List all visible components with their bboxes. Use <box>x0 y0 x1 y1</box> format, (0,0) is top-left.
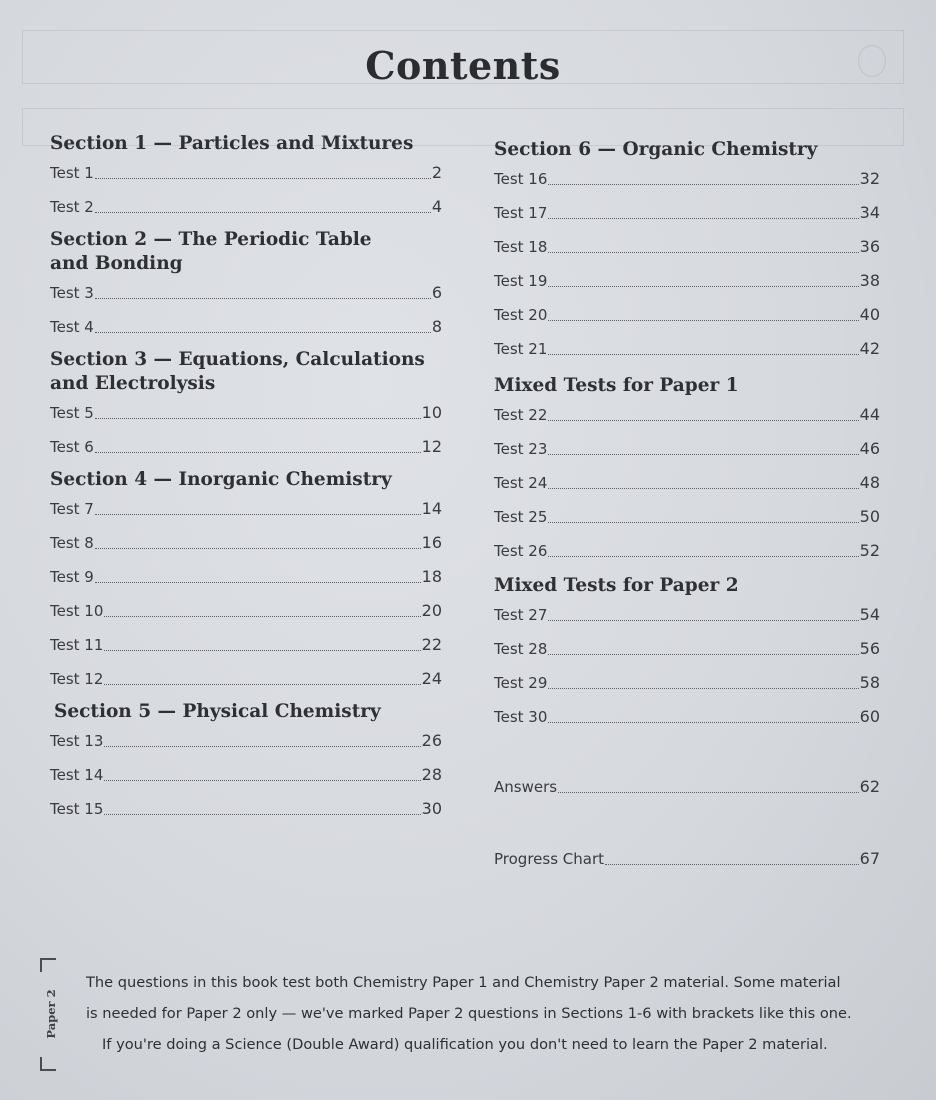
entry-page: 8 <box>431 317 442 336</box>
dot-leader <box>95 297 431 299</box>
entry-label: Test 5 <box>50 404 94 422</box>
toc-entry[interactable] <box>50 310 442 344</box>
toc-entry-progress-chart[interactable] <box>494 842 880 876</box>
section-heading: Section 4 — Inorganic Chemistry <box>50 469 392 490</box>
dot-leader <box>548 487 858 489</box>
paper-2-note <box>38 955 898 1070</box>
dot-leader <box>104 745 420 747</box>
toc-entry[interactable] <box>50 396 442 430</box>
dot-leader <box>558 791 859 793</box>
dot-leader <box>104 813 420 815</box>
entry-page: 36 <box>859 237 880 256</box>
entry-label: Test 18 <box>494 238 548 256</box>
entry-page: 67 <box>859 849 880 868</box>
entry-list <box>50 492 442 696</box>
toc-entry[interactable] <box>50 276 442 310</box>
entry-list <box>494 162 880 366</box>
toc-entry[interactable] <box>494 264 880 298</box>
entry-label: Test 19 <box>494 272 548 290</box>
entry-page: 52 <box>859 541 880 560</box>
entry-label: Test 16 <box>494 170 548 188</box>
entry-label: Test 30 <box>494 708 548 726</box>
dot-leader <box>95 417 421 419</box>
entry-list <box>50 396 442 464</box>
toc-entry[interactable] <box>494 500 880 534</box>
entry-label: Test 26 <box>494 542 548 560</box>
toc-entry[interactable] <box>494 666 880 700</box>
entry-label: Test 9 <box>50 568 94 586</box>
dot-leader <box>548 319 858 321</box>
contents-right-column <box>494 138 880 876</box>
dot-leader <box>95 451 421 453</box>
dot-leader <box>548 217 858 219</box>
entry-label: Test 13 <box>50 732 104 750</box>
entry-page: 2 <box>431 163 442 182</box>
dot-leader <box>104 683 420 685</box>
section-heading: Section 6 — Organic Chemistry <box>494 139 818 160</box>
entry-label: Test 7 <box>50 500 94 518</box>
toc-entry[interactable] <box>50 560 442 594</box>
bracket-top-icon <box>40 958 56 972</box>
entry-label: Test 1 <box>50 164 94 182</box>
dot-leader <box>548 419 858 421</box>
toc-entry[interactable] <box>494 398 880 432</box>
entry-label: Test 12 <box>50 670 104 688</box>
dot-leader <box>104 615 420 617</box>
paper-2-tag: Paper 2 <box>44 989 58 1039</box>
section-heading: Section 3 — Equations, Calculations and Electrolysis <box>50 349 425 394</box>
entry-page: 34 <box>859 203 880 222</box>
toc-entry[interactable] <box>50 792 442 826</box>
entry-label: Test 24 <box>494 474 548 492</box>
section-heading: Mixed Tests for Paper 2 <box>494 575 739 596</box>
entry-page: 56 <box>859 639 880 658</box>
entry-page: 46 <box>859 439 880 458</box>
entry-label: Test 2 <box>50 198 94 216</box>
dot-leader <box>548 619 858 621</box>
toc-entry[interactable] <box>494 598 880 632</box>
entry-page: 10 <box>421 403 442 422</box>
section-heading: Section 2 — The Periodic Table and Bonding <box>50 229 372 274</box>
toc-entry[interactable] <box>494 332 880 366</box>
toc-entry-answers[interactable] <box>494 770 880 804</box>
toc-entry[interactable] <box>494 162 880 196</box>
entry-page: 6 <box>431 283 442 302</box>
entry-page: 54 <box>859 605 880 624</box>
entry-page: 12 <box>421 437 442 456</box>
dot-leader <box>548 653 858 655</box>
toc-entry[interactable] <box>494 230 880 264</box>
toc-entry[interactable] <box>494 466 880 500</box>
entry-page: 60 <box>859 707 880 726</box>
toc-entry[interactable] <box>50 430 442 464</box>
toc-entry[interactable] <box>494 196 880 230</box>
entry-label: Test 11 <box>50 636 104 654</box>
entry-page: 30 <box>421 799 442 818</box>
toc-entry[interactable] <box>50 758 442 792</box>
note-line: is needed for Paper 2 only — we've marked Paper 2 questions in Sections 1-6 with brackets like this one. <box>86 1005 852 1022</box>
note-line: If you're doing a Science (Double Award) qualification you don't need to learn the Paper 2 material. <box>102 1036 828 1053</box>
entry-list <box>50 724 442 826</box>
toc-entry[interactable] <box>494 632 880 666</box>
entry-page: 58 <box>859 673 880 692</box>
dot-leader <box>548 183 858 185</box>
dot-leader <box>548 555 858 557</box>
dot-leader <box>95 547 421 549</box>
entry-label: Test 10 <box>50 602 104 620</box>
entry-label: Test 14 <box>50 766 104 784</box>
section-heading: Section 5 — Physical Chemistry <box>54 701 381 722</box>
dot-leader <box>104 649 420 651</box>
entry-page: 42 <box>859 339 880 358</box>
dot-leader <box>548 521 858 523</box>
toc-entry[interactable] <box>50 526 442 560</box>
entry-label: Test 25 <box>494 508 548 526</box>
dot-leader <box>95 581 421 583</box>
dot-leader <box>548 353 858 355</box>
entry-label: Test 28 <box>494 640 548 658</box>
entry-page: 40 <box>859 305 880 324</box>
entry-page: 26 <box>421 731 442 750</box>
entry-page: 22 <box>421 635 442 654</box>
entry-label: Answers <box>494 778 558 796</box>
entry-label: Test 27 <box>494 606 548 624</box>
dot-leader <box>548 687 858 689</box>
toc-entry[interactable] <box>494 432 880 466</box>
entry-label: Test 6 <box>50 438 94 456</box>
entry-page: 48 <box>859 473 880 492</box>
entry-label: Test 20 <box>494 306 548 324</box>
entry-label: Test 21 <box>494 340 548 358</box>
entry-label: Test 17 <box>494 204 548 222</box>
entry-label: Test 23 <box>494 440 548 458</box>
toc-entry[interactable] <box>50 156 442 190</box>
section-heading: Section 1 — Particles and Mixtures <box>50 133 414 154</box>
toc-entry[interactable] <box>494 534 880 568</box>
toc-entry[interactable] <box>50 492 442 526</box>
entry-page: 14 <box>421 499 442 518</box>
entry-list <box>494 398 880 568</box>
dot-leader <box>104 779 420 781</box>
toc-entry[interactable] <box>494 298 880 332</box>
toc-entry[interactable] <box>50 190 442 224</box>
entry-page: 16 <box>421 533 442 552</box>
entry-label: Test 22 <box>494 406 548 424</box>
toc-entry[interactable] <box>50 628 442 662</box>
entry-label: Progress Chart <box>494 850 605 868</box>
entry-list <box>494 598 880 734</box>
toc-entry[interactable] <box>494 700 880 734</box>
dot-leader <box>605 863 859 865</box>
entry-page: 20 <box>421 601 442 620</box>
entry-label: Test 15 <box>50 800 104 818</box>
toc-entry[interactable] <box>50 594 442 628</box>
entry-page: 38 <box>859 271 880 290</box>
entry-label: Test 3 <box>50 284 94 302</box>
dot-leader <box>548 285 858 287</box>
section-heading: Mixed Tests for Paper 1 <box>494 375 739 396</box>
bracket-bottom-icon <box>40 1057 56 1071</box>
dot-leader <box>548 251 858 253</box>
dot-leader <box>95 513 421 515</box>
note-line: The questions in this book test both Chemistry Paper 1 and Chemistry Paper 2 material. Some material <box>86 974 841 991</box>
entry-label: Test 4 <box>50 318 94 336</box>
contents-left-column <box>50 132 442 830</box>
entry-page: 28 <box>421 765 442 784</box>
entry-label: Test 8 <box>50 534 94 552</box>
entry-page: 44 <box>859 405 880 424</box>
dot-leader <box>95 211 431 213</box>
dot-leader <box>95 331 431 333</box>
entry-page: 24 <box>421 669 442 688</box>
entry-label: Test 29 <box>494 674 548 692</box>
toc-entry[interactable] <box>50 724 442 758</box>
entry-page: 4 <box>431 197 442 216</box>
entry-list <box>50 276 442 344</box>
dot-leader <box>548 453 858 455</box>
note-text <box>86 967 906 1060</box>
entry-list <box>50 156 442 224</box>
entry-page: 32 <box>859 169 880 188</box>
entry-page: 62 <box>859 777 880 796</box>
entry-page: 18 <box>421 567 442 586</box>
dot-leader <box>95 177 431 179</box>
entry-page: 50 <box>859 507 880 526</box>
dot-leader <box>548 721 858 723</box>
page-title: Contents <box>365 43 561 89</box>
toc-entry[interactable] <box>50 662 442 696</box>
